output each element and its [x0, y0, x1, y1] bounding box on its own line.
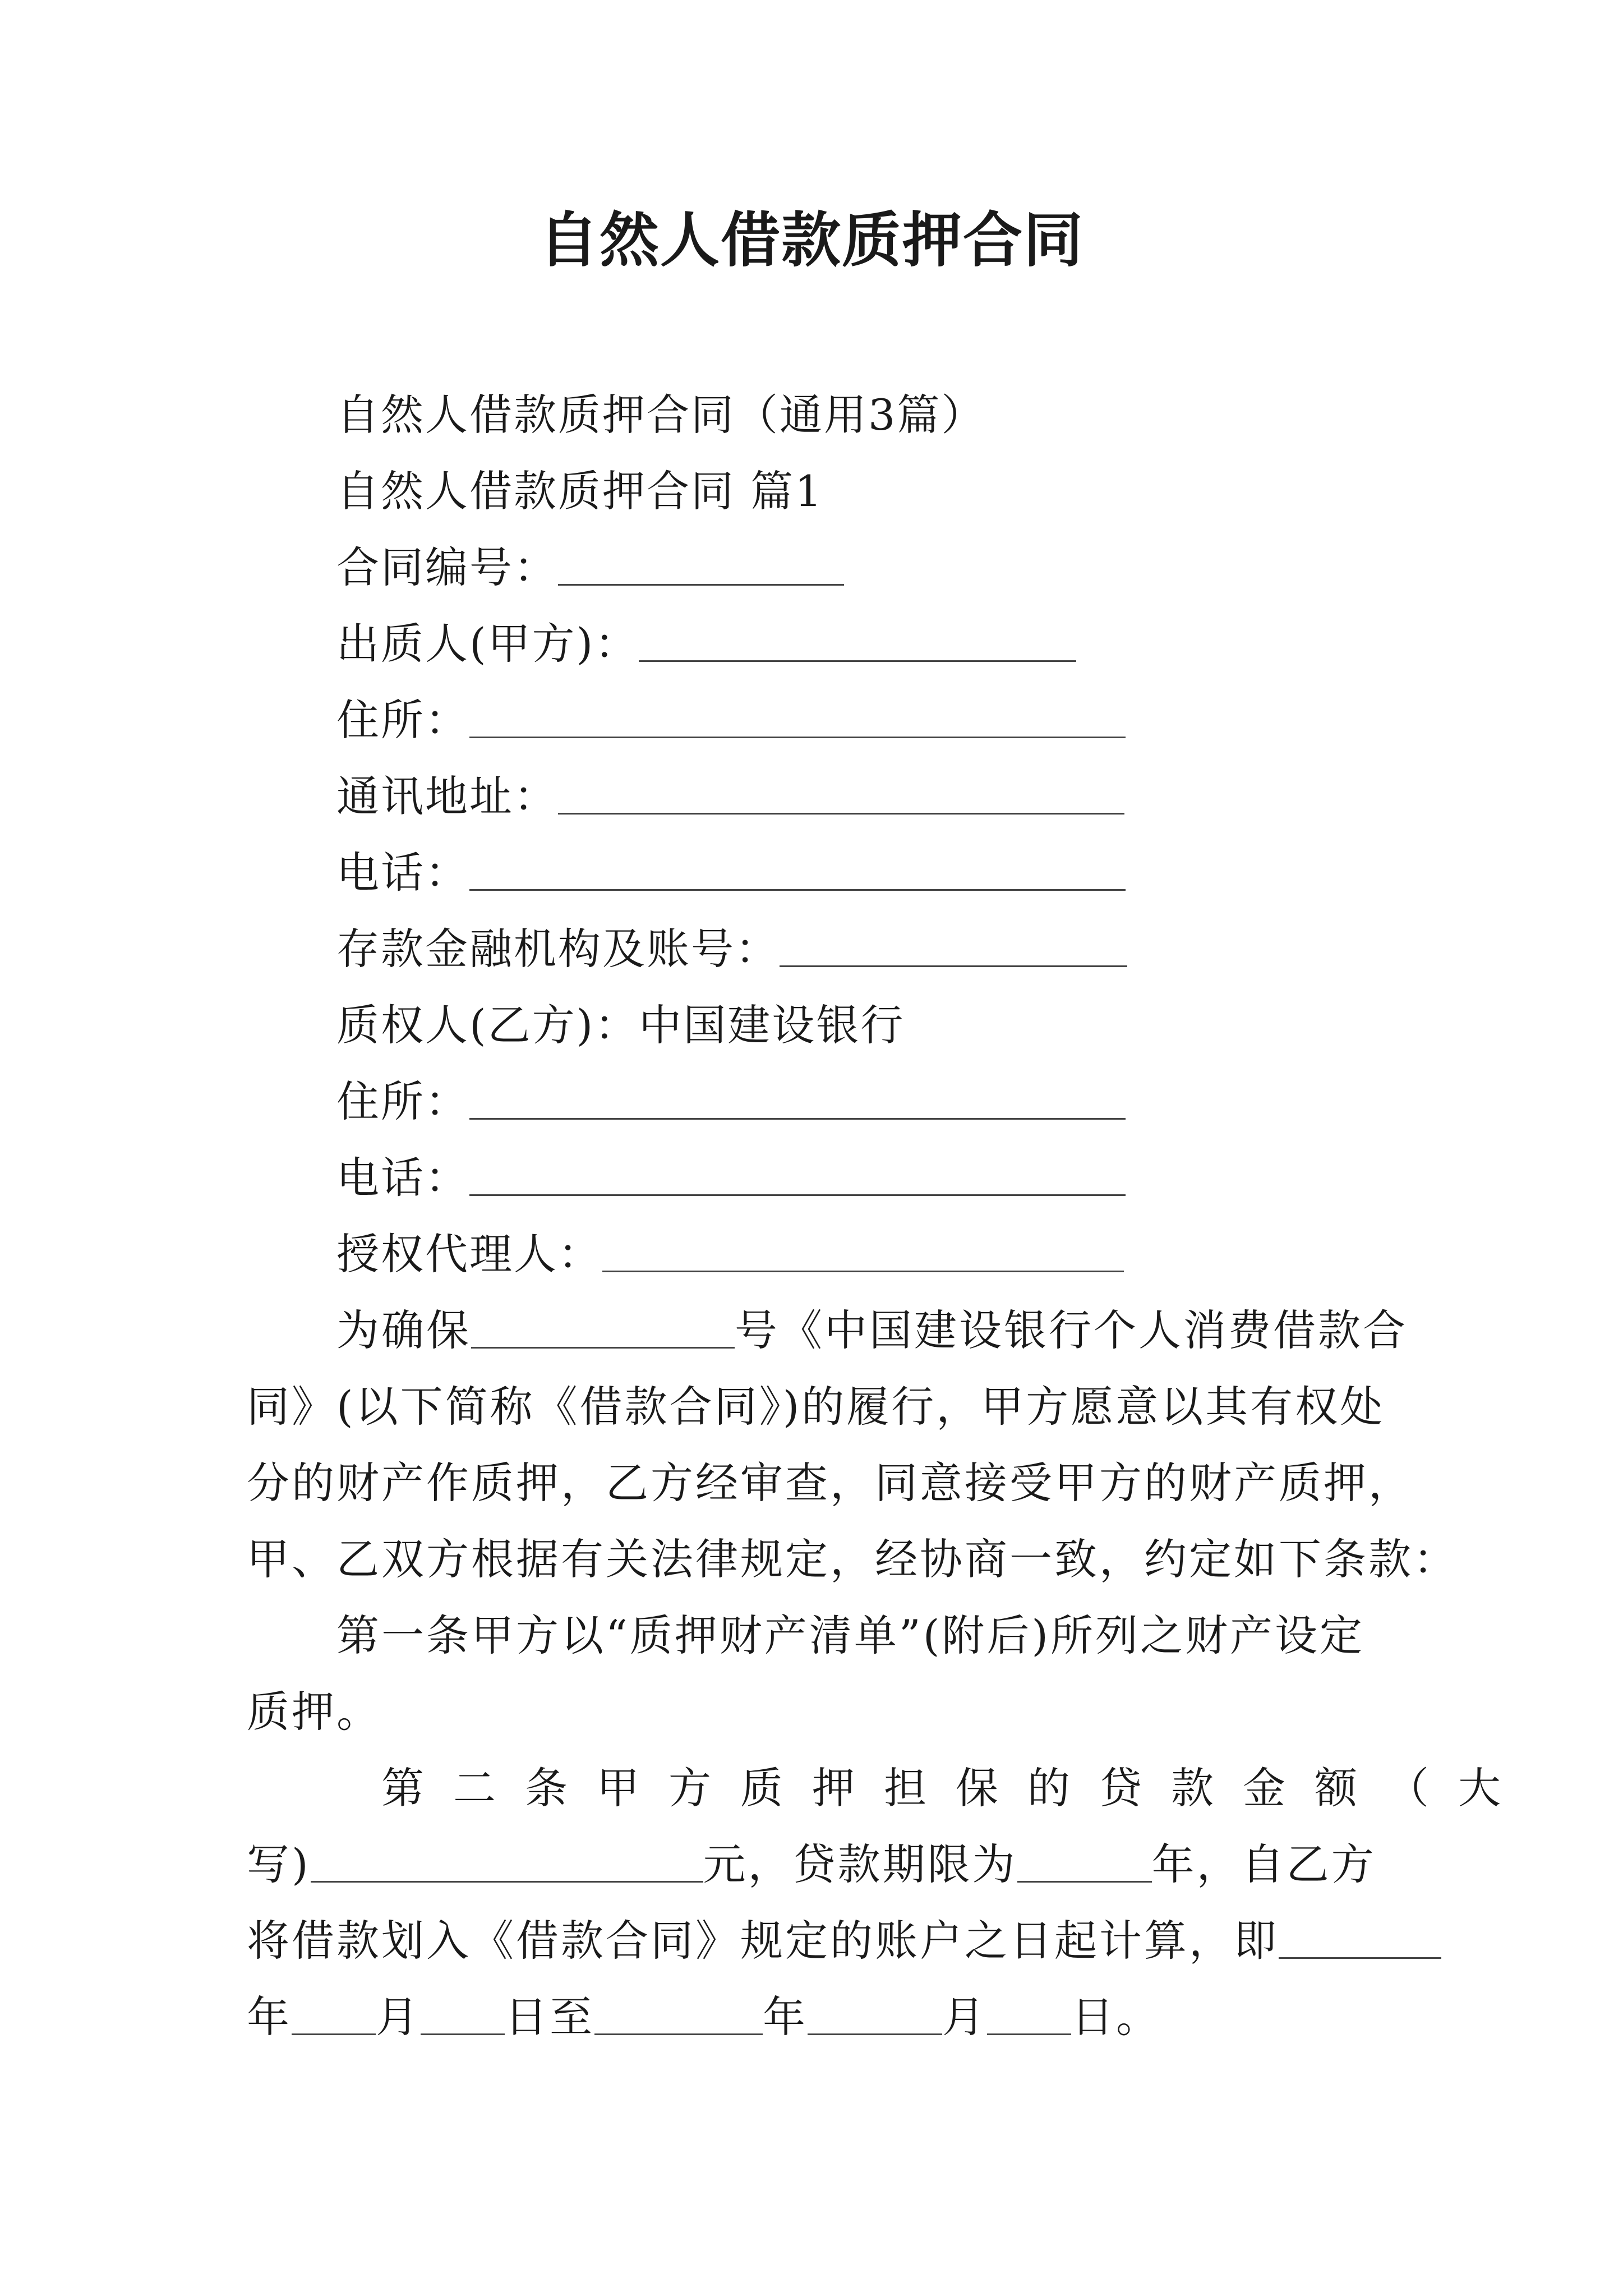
field-pledgor-phone: [336, 845, 1126, 901]
authorized-agent-blank: [602, 1231, 1124, 1272]
date-day-label-2: 日。: [1071, 1992, 1161, 2042]
field-label: 质权人(乙方)：中国建设银行: [336, 1000, 905, 1050]
field-label: 存款金融机构及账号：: [336, 924, 780, 974]
end-year-blank: [594, 1994, 763, 2035]
field-bank-account: [336, 921, 1127, 977]
date-month-label-2: 月: [942, 1992, 987, 2042]
end-month-blank: [808, 1994, 942, 2035]
section-heading: 自然人借款质押合同 篇1: [336, 466, 824, 516]
field-pledgee-address: [336, 1074, 1126, 1130]
para3-text-d: 将借款划入《借款合同》规定的账户之日起计算，即: [247, 1916, 1279, 1966]
pledgee-address-blank: [469, 1079, 1126, 1120]
amount-uppercase-blank: [311, 1842, 703, 1883]
field-pledgee-phone: [336, 1150, 1126, 1206]
field-label: 电话：: [336, 848, 469, 898]
date-until-label: 日至: [505, 1992, 594, 2042]
para3-text-a: 写): [247, 1839, 311, 1889]
field-pledgor-address: [336, 692, 1126, 748]
end-day-blank: [987, 1994, 1071, 2035]
start-month-blank: [292, 1994, 376, 2035]
para1-text-a: 为确保: [336, 1305, 471, 1355]
contract-number-blank: [558, 545, 844, 586]
para1-line4: 甲、乙双方根据有关法律规定，经协商一致，约定如下条款：: [247, 1534, 1458, 1584]
field-label: 电话：: [336, 1153, 469, 1203]
date-month-label: 月: [376, 1992, 421, 2042]
para1-line3: 分的财产作质押，乙方经审查，同意接受甲方的财产质押，: [247, 1458, 1413, 1508]
pledgor-address-blank: [469, 697, 1126, 738]
para1-line2: 同》(以下简称《借款合同》)的履行，甲方愿意以其有权处: [247, 1382, 1385, 1432]
document-title: 自然人借款质押合同: [539, 205, 1084, 275]
field-label: 住所：: [336, 1076, 469, 1126]
para3-line1: 第二条甲方质押担保的贷款金额（大: [381, 1763, 1530, 1813]
field-label: 住所：: [336, 695, 469, 745]
pledgor-phone-blank: [469, 850, 1126, 891]
para2-line2: 质押。: [247, 1687, 381, 1737]
para3-text-c: 年，自乙方: [1151, 1839, 1376, 1889]
para1-text-b: 号《中国建设银行个人消费借款合: [735, 1305, 1408, 1355]
field-label: 合同编号：: [336, 542, 558, 592]
field-label: 授权代理人：: [336, 1229, 602, 1279]
field-pledgee: [336, 997, 905, 1053]
date-year-label-2: 年: [763, 1992, 808, 2042]
para3-text-b: 元，贷款期限为: [703, 1839, 1017, 1889]
bank-account-blank: [780, 926, 1127, 967]
start-day-blank: [421, 1994, 505, 2035]
para3-line2: [247, 1837, 1391, 1893]
loan-term-years-blank: [1017, 1842, 1152, 1883]
pledgor-blank: [639, 621, 1076, 662]
para3-line4: [247, 1989, 1391, 2045]
date-year-label: 年: [247, 1992, 292, 2042]
pledgee-phone-blank: [469, 1155, 1126, 1196]
para2-line1: 第一条甲方以“质押财产清单”(附后)所列之财产设定: [336, 1611, 1365, 1660]
field-contract-number: [336, 540, 844, 596]
field-label: 出质人(甲方)：: [336, 619, 639, 669]
document-subtitle: 自然人借款质押合同（通用3篇）: [336, 390, 986, 440]
mailing-address-blank: [558, 774, 1124, 815]
field-mailing-address: [336, 769, 1124, 825]
para3-line3: [247, 1913, 1391, 1969]
field-authorized-agent: [336, 1226, 1124, 1282]
para1-line1: [247, 1303, 1408, 1359]
field-pledgor: [336, 616, 1076, 672]
loan-contract-number-blank: [471, 1308, 735, 1349]
start-year-blank: [1279, 1918, 1441, 1959]
field-label: 通讯地址：: [336, 771, 558, 821]
